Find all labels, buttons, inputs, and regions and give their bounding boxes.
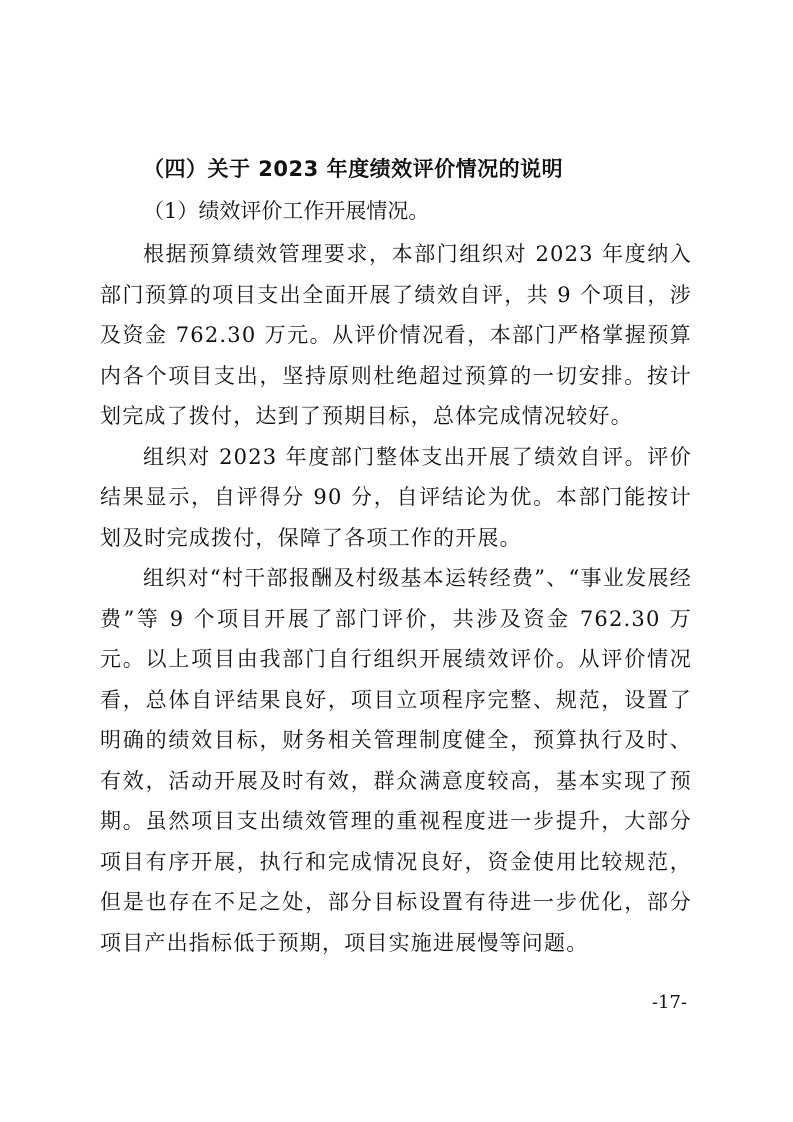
section-heading: （四）关于 2023 年度绩效评价情况的说明 — [143, 157, 564, 181]
paragraph-self-evaluation: 根据预算绩效管理要求，本部门组织对 2023 年度纳入部门预算的项目支出全面开展了绩效自评，共 9 个项目，涉及资金 762.30 万元。从评价情况看，本部门严格掌握预算内各个项目支出，坚持原则杜绝超过预算的一切安排。按计划完成了拨付，达到了预期目标，总体完成情况较好。 — [100, 242, 692, 428]
page-body — [100, 148, 692, 963]
paragraph-project-evaluation: 组织对“村干部报酬及村级基本运转经费”、“事业发展经费”等 9 个项目开展了部门评价，共涉及资金 762.30 万元。以上项目由我部门自行组织开展绩效评价。从评价情况看，总体自评结果良好，项目立项程序完整、规范，设置了明确的绩效目标，财务相关管理制度健全，预算执行及时、有效，活动开展及时有效，群众满意度较高，基本实现了预期。虽然项目支出绩效管理的重视程度进一步提升，大部分项目有序开展，执行和完成情况良好，资金使用比较规范，但是也存在不足之处，部分目标设置有待进一步优化，部分项目产出指标低于预期，项目实施进展慢等问题。 — [100, 566, 692, 955]
paragraph-overall-expenditure: 组织对 2023 年度部门整体支出开展了绩效自评。评价结果显示，自评得分 90 分，自评结论为优。本部门能按计划及时完成拨付，保障了各项工作的开展。 — [100, 444, 692, 550]
page-number: -17- — [651, 992, 687, 1013]
subsection-heading: （1）绩效评价工作开展情况。 — [143, 199, 430, 223]
